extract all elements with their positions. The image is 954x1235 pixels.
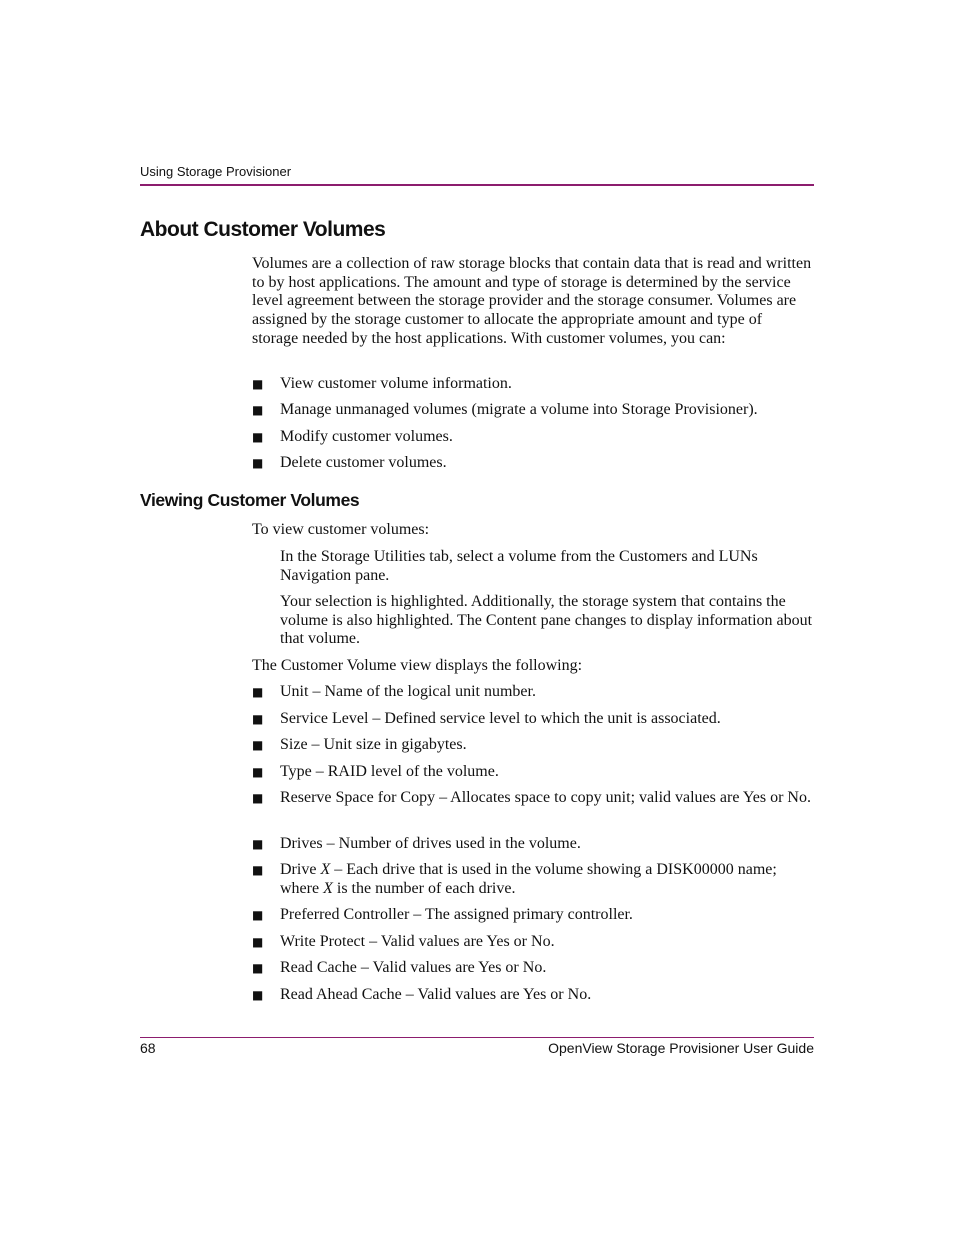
section-title-viewing: Viewing Customer Volumes	[140, 490, 360, 510]
lead-text: To view customer volumes:	[252, 521, 430, 538]
bullet-icon: ■	[252, 765, 264, 779]
list-item-text: Size – Unit size in gigabytes.	[280, 736, 467, 753]
drive-x-part: – Each drive that is used in the volume showing a DISK00000 name; where	[280, 861, 777, 897]
step-paragraph	[280, 548, 814, 585]
step-text: In the Storage Utilities tab, select a volume from the Customers and LUNs Navigation pane.	[280, 548, 758, 584]
bullet-icon: ■	[252, 738, 264, 752]
bullet-icon: ■	[252, 377, 264, 391]
bullet-icon: ■	[252, 935, 264, 949]
list-item-text: Type – RAID level of the volume.	[280, 763, 499, 780]
bullet-icon: ■	[252, 712, 264, 726]
step-result-paragraph	[280, 593, 814, 649]
drive-x-part: Drive	[280, 861, 321, 878]
section-title-about: About Customer Volumes	[140, 218, 386, 241]
page-number: 68	[140, 1040, 156, 1056]
list-item-text: Read Cache – Valid values are Yes or No.	[280, 959, 547, 976]
variable-x: X	[320, 861, 331, 878]
lead-paragraph	[252, 521, 812, 540]
list-item-text: Manage unmanaged volumes (migrate a volume into Storage Provisioner).	[280, 401, 758, 418]
variable-x: X	[323, 879, 333, 897]
list-item-text: Preferred Controller – The assigned primary controller.	[280, 906, 633, 923]
list-item-text: Modify customer volumes.	[280, 428, 453, 445]
bullet-icon: ■	[252, 908, 264, 922]
list-item-text: Drives – Number of drives used in the volume.	[280, 835, 581, 852]
bullet-icon: ■	[252, 837, 264, 851]
list-item-text: Delete customer volumes.	[280, 454, 447, 471]
bullet-icon: ■	[252, 403, 264, 417]
intro-text: Volumes are a collection of raw storage blocks that contain data that is read and written to by host applications. The amount and type of storage is determined by the service level agreement between the storage provider and the storage consumer. Volumes are assigned by the storage customer to allocate the appropriate amount and type of storage needed by the host applications. With customer volumes, you can:	[252, 255, 812, 347]
list-item-text: View customer volume information.	[280, 375, 512, 392]
running-head: Using Storage Provisioner	[140, 164, 292, 179]
list-item-text: Read Ahead Cache – Valid values are Yes or No.	[280, 986, 592, 1003]
list-item-text: Write Protect – Valid values are Yes or No.	[280, 933, 555, 950]
bullet-icon: ■	[252, 685, 264, 699]
drive-x-part: is the number of each drive.	[332, 879, 516, 897]
bullet-icon: ■	[252, 863, 264, 877]
view-intro-paragraph	[252, 657, 812, 676]
view-intro-text: The Customer Volume view displays the following:	[252, 657, 583, 674]
bullet-icon: ■	[252, 791, 264, 805]
list-item-text: Unit – Name of the logical unit number.	[280, 683, 536, 700]
bullet-icon: ■	[252, 456, 264, 470]
list-item-text: Reserve Space for Copy – Allocates space to copy unit; valid values are Yes or No.	[280, 789, 811, 806]
bullet-icon: ■	[252, 430, 264, 444]
bullet-icon: ■	[252, 961, 264, 975]
list-item-text: Service Level – Defined service level to which the unit is associated.	[280, 710, 721, 727]
list-item-text	[280, 861, 814, 898]
header-rule	[140, 184, 814, 186]
book-title: OpenView Storage Provisioner User Guide	[548, 1040, 814, 1056]
step-result-text: Your selection is highlighted. Additionally, the storage system that contains the volume is also highlighted. The Content pane changes to display information about that volume.	[280, 593, 813, 648]
intro-paragraph	[252, 255, 812, 349]
footer-rule	[140, 1037, 814, 1038]
bullet-icon: ■	[252, 988, 264, 1002]
